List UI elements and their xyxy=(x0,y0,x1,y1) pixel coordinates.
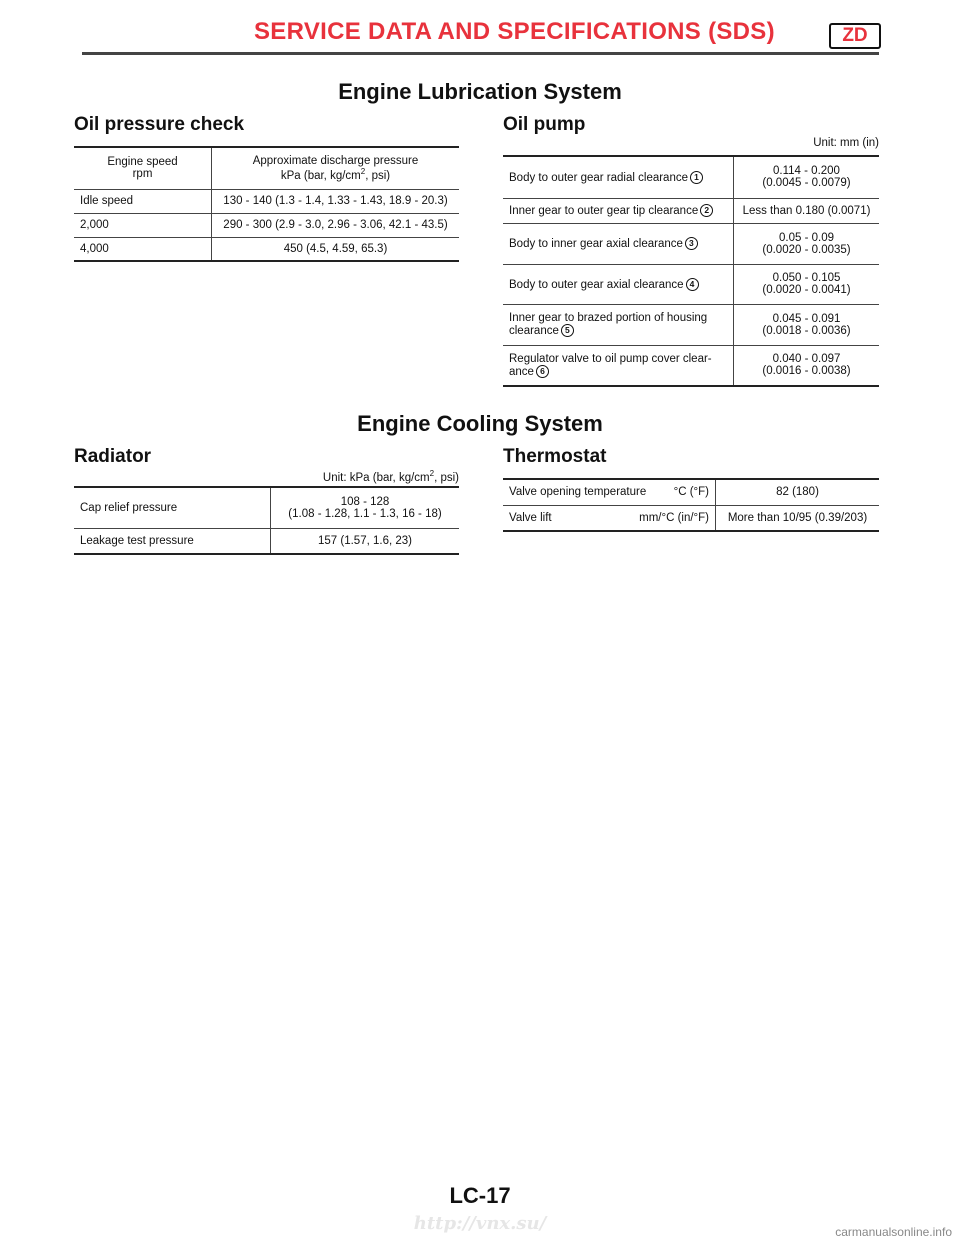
item-line xyxy=(509,324,727,337)
table-header-row xyxy=(74,147,459,189)
item-cell: Leakage test pressure xyxy=(74,528,271,554)
table-row xyxy=(503,345,879,386)
item-text: Regulator valve to oil pump cover clear- xyxy=(509,352,712,365)
item-cell xyxy=(503,505,716,531)
table-row xyxy=(503,156,879,198)
speed-cell: 4,000 xyxy=(74,237,212,261)
table-row xyxy=(503,198,879,223)
thermostat-table xyxy=(503,478,879,532)
superscript: 2 xyxy=(360,166,366,176)
header-line: Engine speed xyxy=(107,156,178,169)
table-row xyxy=(503,505,879,531)
value-line: 0.114 - 0.200 xyxy=(773,165,840,178)
oil-pressure-title: Oil pressure check xyxy=(74,114,245,135)
pressure-cell: 130 - 140 (1.3 - 1.4, 1.33 - 1.43, 18.9 - 20.3) xyxy=(212,189,460,213)
unit-text: mm/°C (in/°F) xyxy=(639,511,709,524)
unit-text: °C (°F) xyxy=(673,486,709,499)
value-line: 0.040 - 0.097 xyxy=(772,353,841,366)
item-text: Body to inner gear axial clearance xyxy=(509,238,683,250)
item-cell xyxy=(503,198,734,223)
item-line xyxy=(509,365,727,378)
header-line: Approximate discharge pressure xyxy=(252,154,419,167)
table-row xyxy=(74,487,459,528)
unit-text: , psi) xyxy=(434,471,459,484)
item-text: Inner gear to outer gear tip clearance xyxy=(509,205,699,217)
item-row xyxy=(509,486,709,498)
header-text: , psi) xyxy=(365,169,391,182)
value-line: (0.0018 - 0.0036) xyxy=(762,324,851,337)
callout-number-icon: 6 xyxy=(536,365,549,378)
item-row xyxy=(509,512,709,524)
cooling-section-title: Engine Cooling System xyxy=(357,411,603,436)
table-row xyxy=(503,304,879,345)
table-row xyxy=(503,223,879,264)
header-line xyxy=(218,167,453,182)
item-text: Valve opening temperature xyxy=(509,486,647,499)
value-line: 157 (1.57, 1.6, 23) xyxy=(318,534,412,547)
model-badge: ZD xyxy=(829,23,881,49)
item-cell xyxy=(503,264,734,304)
oil-pressure-table xyxy=(74,146,459,262)
table-row xyxy=(503,264,879,304)
value-line: 0.045 - 0.091 xyxy=(772,312,841,325)
item-text: Valve lift xyxy=(509,511,552,524)
item-cell xyxy=(503,479,716,505)
item-cell xyxy=(503,345,734,386)
value-cell xyxy=(734,223,880,264)
radiator-title: Radiator xyxy=(74,446,152,467)
value-line: Less than 0.180 (0.0071) xyxy=(742,204,871,217)
value-cell xyxy=(734,156,880,198)
item-cell xyxy=(503,156,734,198)
pressure-cell: 450 (4.5, 4.59, 65.3) xyxy=(283,242,388,255)
column-header-pressure xyxy=(212,147,460,189)
value-cell xyxy=(734,304,880,345)
table-row xyxy=(74,189,459,213)
item-text: clearance xyxy=(509,325,559,337)
callout-number-icon: 5 xyxy=(561,324,574,337)
header-line: rpm xyxy=(132,168,153,181)
item-text: Body to outer gear axial clearance xyxy=(509,278,684,291)
table-row xyxy=(74,528,459,554)
unit-text: Unit: kPa (bar, kg/cm xyxy=(322,471,430,484)
value-cell xyxy=(734,198,880,223)
page-number: LC-17 xyxy=(449,1183,511,1208)
speed-cell: Idle speed xyxy=(74,189,212,213)
value-cell xyxy=(734,264,880,304)
radiator-table xyxy=(74,486,459,555)
header-rule xyxy=(82,52,879,55)
header-text: kPa (bar, kg/cm xyxy=(280,169,361,182)
value-cell xyxy=(734,345,880,386)
oil-pump-table xyxy=(503,155,879,387)
value-cell: More than 10/95 (0.39/203) xyxy=(727,511,868,524)
speed-cell: 2,000 xyxy=(74,213,212,237)
item-text: Inner gear to brazed portion of housing xyxy=(509,312,708,324)
callout-number-icon: 4 xyxy=(686,278,699,291)
value-line: 0.05 - 0.09 xyxy=(779,231,834,244)
page-header-title: SERVICE DATA AND SPECIFICATIONS (SDS) xyxy=(254,18,775,45)
value-cell: 82 (180) xyxy=(716,479,880,505)
pressure-cell: 290 - 300 (2.9 - 3.0, 2.96 - 3.06, 42.1 - 43.5) xyxy=(212,213,460,237)
item-cell xyxy=(503,223,734,264)
superscript: 2 xyxy=(429,469,435,478)
table-row xyxy=(503,479,879,505)
callout-number-icon: 2 xyxy=(700,204,713,217)
value-line: 108 - 128 xyxy=(340,495,390,508)
callout-number-icon: 1 xyxy=(690,171,703,184)
lubrication-section-title: Engine Lubrication System xyxy=(338,79,622,104)
value-line: (0.0020 - 0.0041) xyxy=(762,284,851,296)
oil-pump-unit: Unit: mm (in) xyxy=(813,137,879,149)
value-cell xyxy=(271,528,460,554)
table-row xyxy=(74,213,459,237)
item-text: ance xyxy=(509,365,534,378)
value-cell xyxy=(271,487,460,528)
thermostat-title: Thermostat xyxy=(503,446,607,467)
value-line: (0.0020 - 0.0035) xyxy=(762,243,851,256)
watermark: carmanualsonline.info xyxy=(835,1225,952,1239)
callout-number-icon: 3 xyxy=(685,237,698,250)
value-line: (0.0016 - 0.0038) xyxy=(762,365,851,378)
value-line: 0.050 - 0.105 xyxy=(772,272,841,284)
item-cell: Cap relief pressure xyxy=(74,487,271,528)
item-text: Body to outer gear radial clearance xyxy=(509,171,688,184)
footer-url-link[interactable]: http://vnx.su/ xyxy=(413,1213,547,1234)
oil-pump-title: Oil pump xyxy=(503,114,586,135)
value-line: (0.0045 - 0.0079) xyxy=(762,177,851,190)
radiator-unit xyxy=(74,469,459,484)
value-line: (1.08 - 1.28, 1.1 - 1.3, 16 - 18) xyxy=(288,507,442,520)
table-row xyxy=(74,237,459,261)
column-header-speed xyxy=(74,147,212,189)
item-cell xyxy=(503,304,734,345)
